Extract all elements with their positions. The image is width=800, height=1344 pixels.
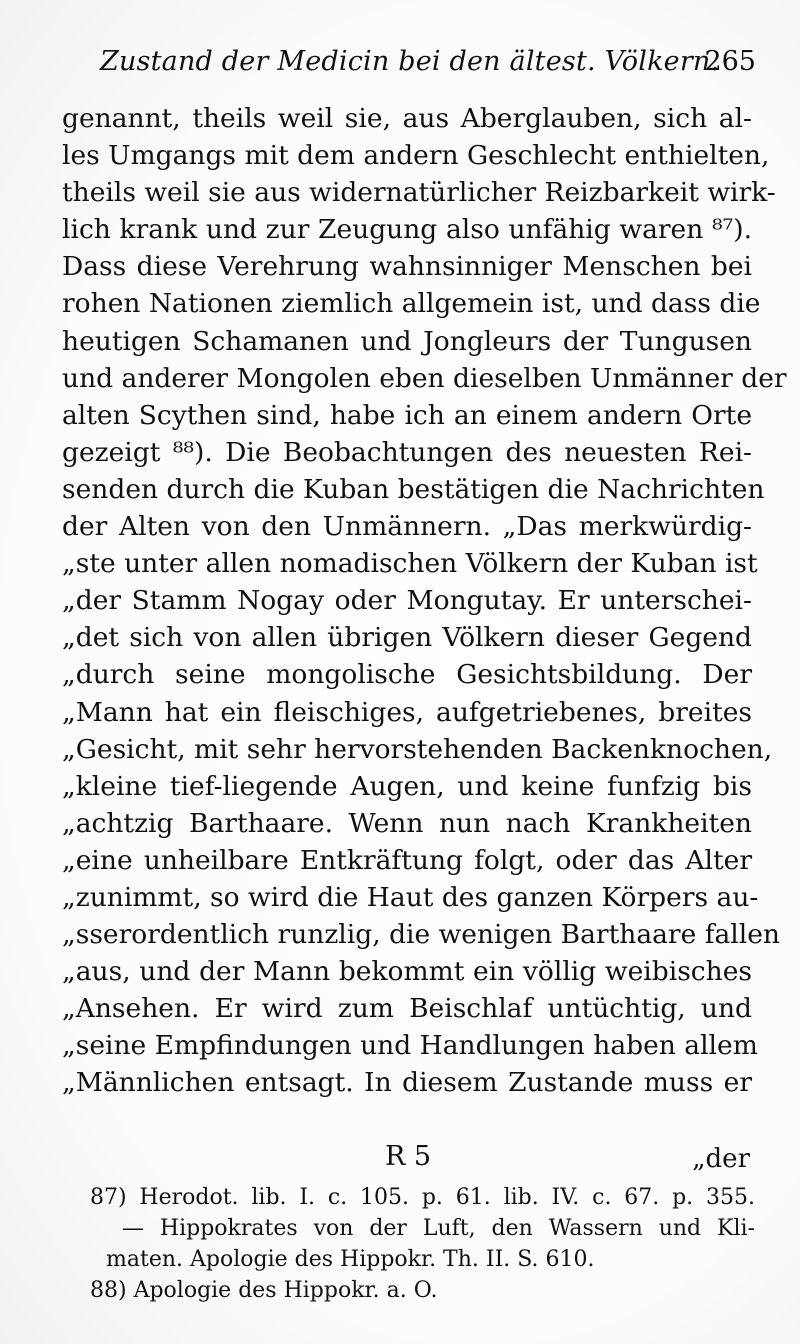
- text-line: „det sich von allen übrigen Völkern dieser Gegend: [62, 622, 752, 654]
- text-line: genannt, theils weil sie, aus Aberglauben, sich al-: [62, 103, 752, 134]
- page-number: 265: [704, 46, 756, 77]
- text-line: „ste unter allen nomadischen Völkern der Kuban ist: [62, 548, 758, 580]
- text-line: „sserordentlich runzlig, die wenigen Barthaare fallen: [62, 919, 780, 951]
- text-line: „Männlichen entsagt. In diesem Zustande muss er: [62, 1067, 752, 1099]
- text-line: alten Scythen sind, habe ich an einem andern Orte: [62, 399, 752, 431]
- running-head: [100, 42, 760, 82]
- footnote-87-continuation: — Hippokrates von der Luft, den Wassern und Kli-: [122, 1216, 755, 1241]
- text-line: Dass diese Verehrung wahnsinniger Menschen bei: [62, 251, 752, 283]
- text-line: und anderer Mongolen eben dieselben Unmänner der: [62, 362, 787, 394]
- text-line: „durch seine mongolische Gesichtsbildung. Der: [62, 659, 752, 691]
- catchword: „der: [692, 1144, 750, 1174]
- text-line: „eine unheilbare Entkräftung folgt, oder das Alter: [62, 844, 752, 876]
- body-text: [62, 100, 787, 1102]
- text-line: „achtzig Barthaare. Wenn nun nach Krankheiten: [62, 807, 752, 839]
- running-head-title: Zustand der Medicin bei den ältest. Völkern.: [100, 46, 720, 77]
- footnotes: [90, 1182, 755, 1306]
- signature-mark: R 5: [385, 1141, 432, 1172]
- footnote-87: 87) Herodot. lib. I. c. 105. p. 61. lib. IV. c. 67. p. 355.: [90, 1185, 755, 1210]
- text-line: „aus, und der Mann bekommt ein völlig weibisches: [62, 956, 752, 988]
- text-line: lich krank und zur Zeugung also unfähig waren ⁸⁷).: [62, 214, 752, 246]
- footnote-88: 88) Apologie des Hippokr. a. O.: [90, 1278, 438, 1303]
- text-line: „kleine tief-liegende Augen, und keine funfzig bis: [62, 770, 752, 802]
- text-line: rohen Nationen ziemlich allgemein ist, und dass die: [62, 288, 761, 320]
- text-line: „Ansehen. Er wird zum Beischlaf untüchtig, und: [62, 993, 752, 1025]
- text-line: „der Stamm Nogay oder Mongutay. Er unterschei-: [62, 585, 752, 617]
- text-line: „Gesicht, mit sehr hervorstehenden Backenknochen,: [62, 733, 773, 765]
- text-line: senden durch die Kuban bestätigen die Nachrichten: [62, 473, 765, 505]
- text-line: „zunimmt, so wird die Haut des ganzen Körpers au-: [62, 881, 759, 913]
- text-line: theils weil sie aus widernatürlicher Reizbarkeit wirk-: [62, 177, 776, 209]
- text-line: der Alten von den Unmännern. „Das merkwürdig-: [62, 511, 752, 543]
- text-line: „Mann hat ein fleischiges, aufgetriebenes, breites: [62, 696, 752, 728]
- text-line: gezeigt ⁸⁸). Die Beobachtungen des neuesten Rei-: [62, 436, 752, 468]
- text-line: heutigen Schamanen und Jongleurs der Tungusen: [62, 325, 752, 357]
- text-line: les Umgangs mit dem andern Geschlecht enthielten,: [62, 140, 770, 172]
- footnote-87-continuation: maten. Apologie des Hippokr. Th. II. S. 610.: [106, 1247, 595, 1272]
- text-line: „seine Empfindungen und Handlungen haben allem: [62, 1030, 758, 1062]
